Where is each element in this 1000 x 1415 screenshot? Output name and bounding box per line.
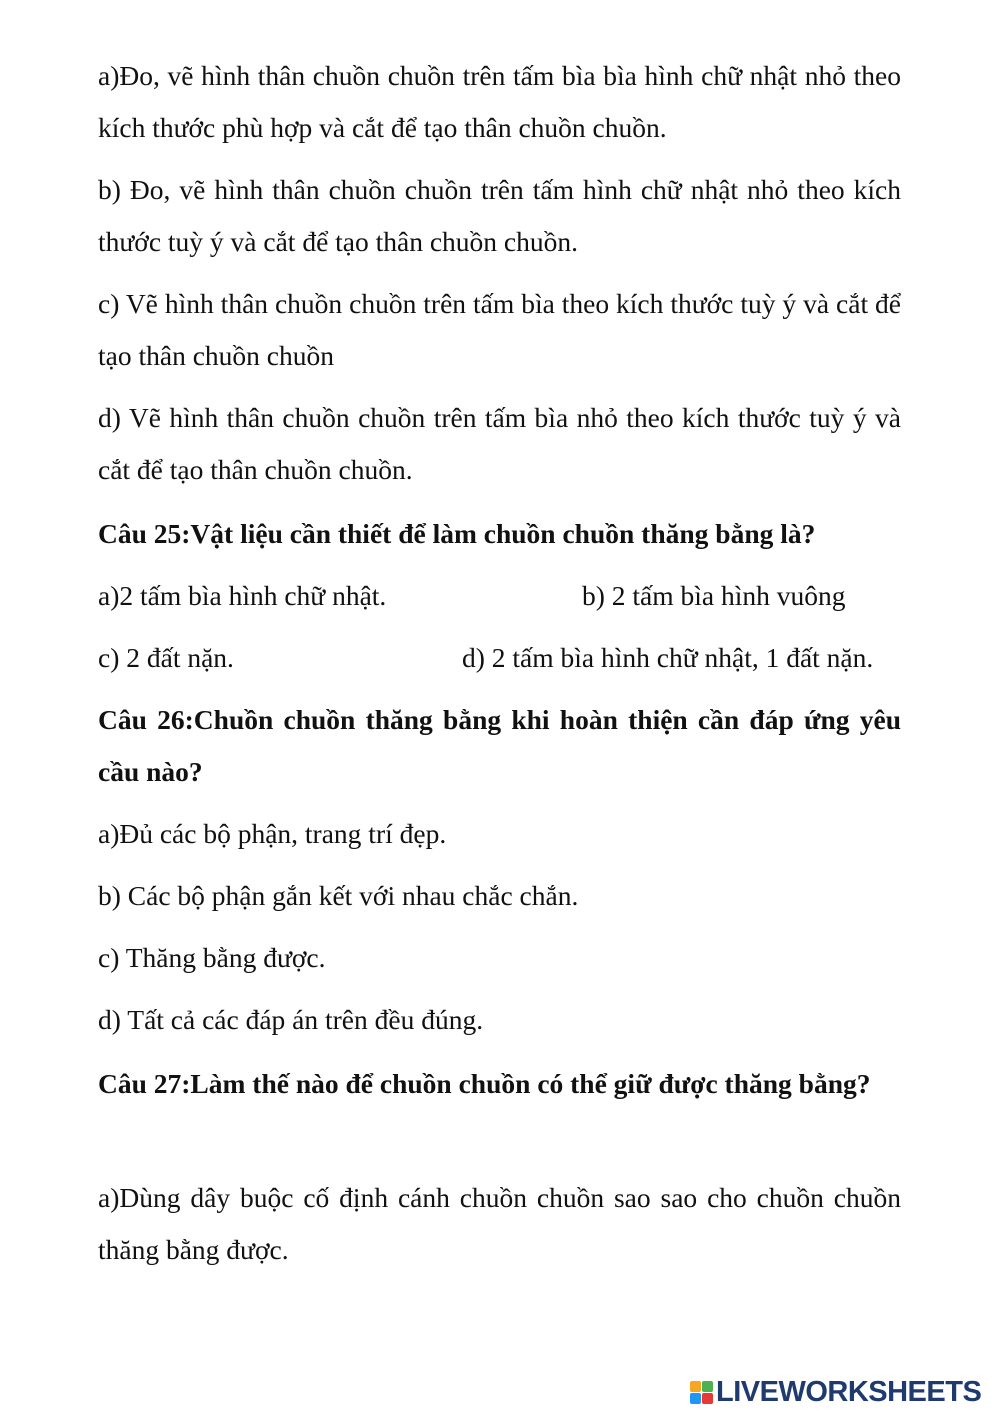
logo-mark-i: [702, 1381, 713, 1392]
logo-mark-icon: [690, 1381, 713, 1404]
q26-option-d: d) Tất cả các đáp án trên đều đúng.: [98, 1004, 484, 1035]
logo-text: LIVEWORKSHEETS: [716, 1375, 982, 1408]
q26-option-c: c) Thăng bằng được.: [98, 942, 326, 973]
logo-mark-v: [690, 1393, 701, 1404]
q25-option-b: b) 2 tấm bìa hình vuông: [582, 580, 846, 611]
q26-option-a: a)Đủ các bộ phận, trang trí đẹp.: [98, 818, 447, 849]
question-27: Câu 27:Làm thế nào để chuồn chuồn có thể giữ được thăng bằng?: [98, 1068, 871, 1099]
q25-option-d: d) 2 tấm bìa hình chữ nhật, 1 đất nặn.: [462, 642, 874, 673]
liveworksheets-logo: [690, 1372, 981, 1412]
q25-option-a: a)2 tấm bìa hình chữ nhật.: [98, 580, 387, 611]
answer-option-a-prev: a)Đo, vẽ hình thân chuồn chuồn trên tấm bìa bìa hình chữ nhật nhỏ theo kích thước phù hợp và cắt để tạo thân chuồn chuồn.: [98, 60, 901, 143]
answer-option-b-prev: b) Đo, vẽ hình thân chuồn chuồn trên tấm hình chữ nhật nhỏ theo kích thước tuỳ ý và cắt để tạo thân chuồn chuồn.: [98, 174, 901, 257]
q25-option-c: c) 2 đất nặn.: [98, 642, 234, 673]
logo-mark-e: [702, 1393, 713, 1404]
question-25: Câu 25:Vật liệu cần thiết để làm chuồn chuồn thăng bằng là?: [98, 518, 816, 549]
question-26: Câu 26:Chuồn chuồn thăng bằng khi hoàn thiện cần đáp ứng yêu cầu nào?: [98, 704, 901, 787]
answer-option-c-prev: c) Vẽ hình thân chuồn chuồn trên tấm bìa theo kích thước tuỳ ý và cắt để tạo thân chuồn chuồn: [98, 288, 901, 371]
logo-mark-l: [690, 1381, 701, 1392]
q26-option-b: b) Các bộ phận gắn kết với nhau chắc chắn.: [98, 880, 579, 911]
q27-option-a: a)Dùng dây buộc cố định cánh chuồn chuồn sao sao cho chuồn chuồn thăng bằng được.: [98, 1182, 901, 1265]
answer-option-d-prev: d) Vẽ hình thân chuồn chuồn trên tấm bìa nhỏ theo kích thước tuỳ ý và cắt để tạo thân chuồn chuồn.: [98, 402, 901, 485]
